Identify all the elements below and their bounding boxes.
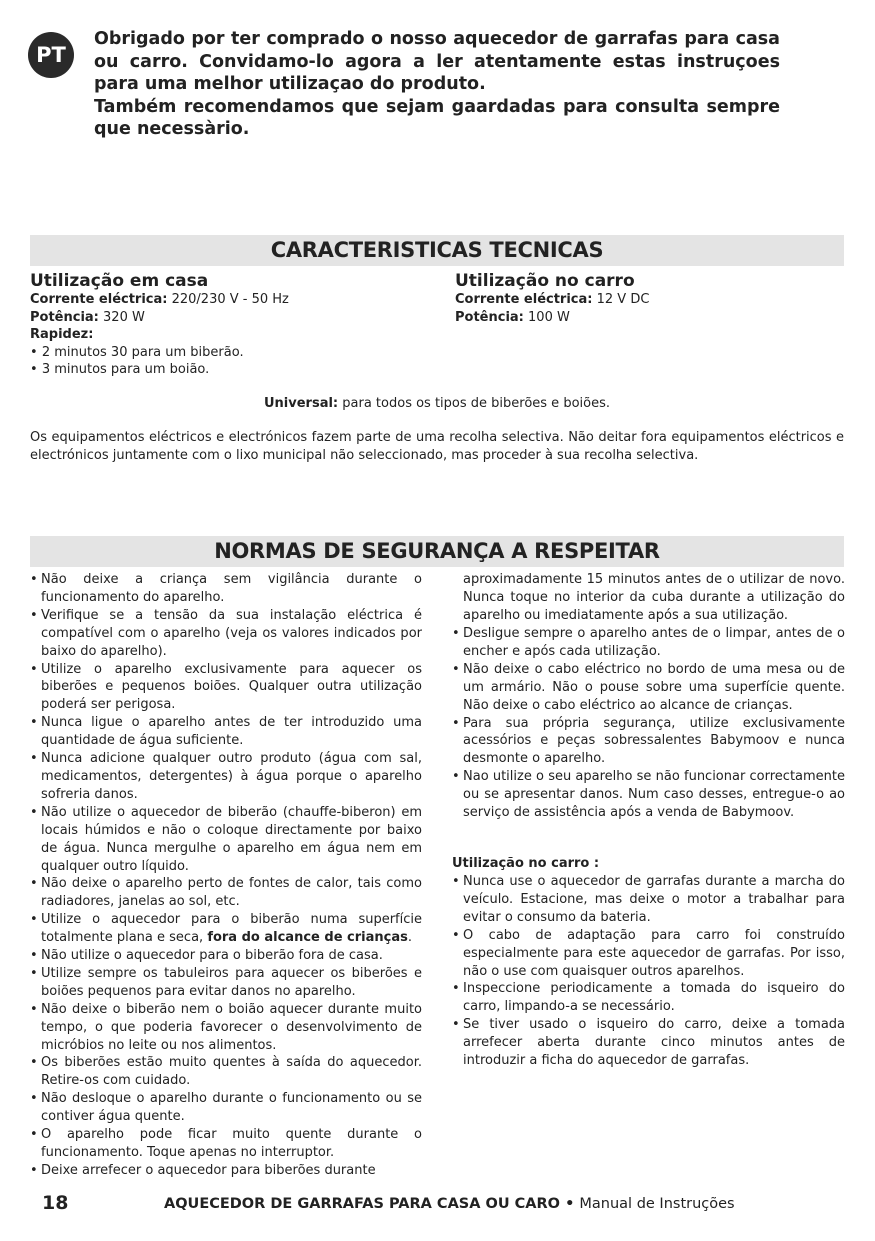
car-power-value: 100 W: [523, 309, 570, 325]
list-item: • Utilize o aparelho exclusivamente para aquecer os biberões e pequenos boiões. Qualquer outra utilização poderá ser perigosa.: [30, 661, 422, 715]
list-item: • Nunca use o aquecedor de garrafas durante a marcha do veículo. Estacione, mas deixe o motor a trabalhar para evitar o consumo da bateria.: [452, 873, 845, 927]
list-item: • Não utilize o aquecedor de biberão (chauffe-biberon) em locais húmidos e não o coloque directamente por baixo de água. Nunca mergulhe o aparelho em água nem em qualquer outro líquido.: [30, 804, 422, 876]
car-current-label: Corrente eléctrica:: [455, 292, 593, 307]
home-power-value: 320 W: [98, 309, 145, 325]
car-current-row: [455, 291, 845, 309]
page-number: 18: [42, 1192, 69, 1214]
tech-section-title: CARACTERISTICAS TECNICAS: [30, 235, 844, 266]
footer-product: AQUECEDOR DE GARRAFAS PARA CASA OU CARO: [164, 1196, 561, 1212]
intro-text: [94, 28, 780, 141]
list-item: • Deixe arrefecer o aquecedor para biberões durante: [30, 1162, 422, 1180]
intro-paragraph-1: Obrigado por ter comprado o nosso aquecedor de garrafas para casa ou carro. Convidamo-lo agora a ler atentamente estas instruçoes para uma melhor utilizaçao do produto.: [94, 29, 780, 94]
list-item: • O aparelho pode ficar muito quente durante o funcionamento. Toque apenas no interruptor.: [30, 1126, 422, 1162]
list-item: • Nunca adicione qualquer outro produto (água com sal, medicamentos, detergentes) à água porque o aparelho sofreria danos.: [30, 750, 422, 804]
home-use-heading: Utilização em casa: [30, 271, 209, 291]
recycling-notice: Os equipamentos eléctricos e electrónicos fazem parte de uma recolha selectiva. Não deitar fora equipamentos eléctricos e electrónicos juntamente com o lixo municipal não seleccionado, mas proceder à sua recolha selectiva.: [30, 430, 844, 463]
list-item: • Não utilize o aquecedor para o biberão fora de casa.: [30, 947, 422, 965]
safety-list-left: [30, 571, 422, 1180]
safety-section-title: NORMAS DE SEGURANÇA A RESPEITAR: [30, 536, 844, 567]
footer-separator: •: [560, 1196, 580, 1212]
list-item: • Não deixe o biberão nem o boião aquecer durante muito tempo, o que poderia favorecer o desenvolvimento de micróbios no leite ou nos alimentos.: [30, 1001, 422, 1055]
car-use-heading: Utilização no carro: [455, 271, 635, 291]
list-item: • Verifique se a tensão da sua instalação eléctrica é compatível com o aparelho (veja os valores indicados por baixo do aparelho).: [30, 607, 422, 661]
list-item: • Utilize o aquecedor para o biberão numa superfície totalmente plana e seca, fora do alcance de crianças.: [30, 911, 422, 947]
home-current-value: 220/230 V - 50 Hz: [167, 292, 289, 307]
safety-continuation: aproximadamente 15 minutos antes de o utilizar de novo. Nunca toque no interior da cuba durante a utilização do aparelho ou imediatamente após a sua utilização.: [463, 572, 845, 623]
list-item: • Desligue sempre o aparelho antes de o limpar, antes de o encher e após cada utilização.: [452, 625, 845, 661]
car-power-label: Potência:: [455, 309, 524, 325]
car-safety-list: [452, 873, 845, 1070]
children-warning: fora do alcance de crianças: [207, 930, 408, 946]
language-badge: PT: [28, 32, 74, 78]
safety-list-right: [452, 625, 845, 822]
list-item: • Não deixe o aparelho perto de fontes de calor, tais como radiadores, janelas ao sol, etc.: [30, 875, 422, 911]
car-current-value: 12 V DC: [592, 292, 650, 307]
car-power-row: [455, 309, 845, 327]
footer-title: [164, 1195, 735, 1213]
home-current-label: Corrente eléctrica:: [30, 292, 168, 307]
list-item: • Nao utilize o seu aparelho se não funcionar correctamente ou se apresentar danos. Num caso desses, entregue-o ao serviço de assistência após a venda de Babymoov.: [452, 768, 845, 822]
list-item: • Inspeccione periodicamente a tomada do isqueiro do carro, limpando-a se necessário.: [452, 980, 845, 1016]
home-power-label: Potência:: [30, 309, 99, 325]
home-speed-label: Rapidez:: [30, 327, 94, 342]
list-item: • Nunca ligue o aparelho antes de ter introduzido uma quantidade de água suficiente.: [30, 714, 422, 750]
intro-paragraph-2: Também recomendamos que sejam gaardadas para consulta sempre que necessàrio.: [94, 96, 780, 139]
home-specs: [30, 291, 430, 379]
speed-item: • 3 minutos para um boião.: [30, 362, 210, 377]
home-current-row: [30, 291, 430, 309]
car-use-subheading: Utilização no carro :: [452, 856, 600, 871]
home-power-row: [30, 309, 430, 327]
car-specs: [455, 291, 845, 326]
universal-label: Universal:: [264, 396, 339, 411]
list-item: • Não deixe a criança sem vigilância durante o funcionamento do aparelho.: [30, 571, 422, 607]
home-speed-row: [30, 326, 430, 344]
list-item: • Utilize sempre os tabuleiros para aquecer os biberões e boiões pequenos para evitar danos no aparelho.: [30, 965, 422, 1001]
list-item: • Para sua própria segurança, utilize exclusivamente acessórios e peças sobressalentes Babymoov e nunca desmonte o aparelho.: [452, 715, 845, 769]
footer-subtitle: Manual de Instruções: [579, 1196, 735, 1212]
list-item: • O cabo de adaptação para carro foi construído especialmente para este aquecedor de garrafas. Por isso, não o use com quaisquer outros aparelhos.: [452, 927, 845, 981]
list-item: • Não deixe o cabo eléctrico no bordo de uma mesa ou de um armário. Não o pouse sobre uma superfície quente. Não deixe o cabo eléctrico ao alcance de crianças.: [452, 661, 845, 715]
list-item: • Se tiver usado o isqueiro do carro, deixe a tomada arrefecer aberta durante cinco minutos antes de introduzir a ficha do aquecedor de garrafas.: [452, 1016, 845, 1070]
list-item: • Não desloque o aparelho durante o funcionamento ou se contiver água quente.: [30, 1090, 422, 1126]
universal-text: para todos os tipos de biberões e boiões.: [338, 396, 610, 411]
list-item: • Os biberões estão muito quentes à saída do aquecedor. Retire-os com cuidado.: [30, 1054, 422, 1090]
speed-item: • 2 minutos 30 para um biberão.: [30, 344, 244, 360]
universal-line: [30, 395, 844, 412]
